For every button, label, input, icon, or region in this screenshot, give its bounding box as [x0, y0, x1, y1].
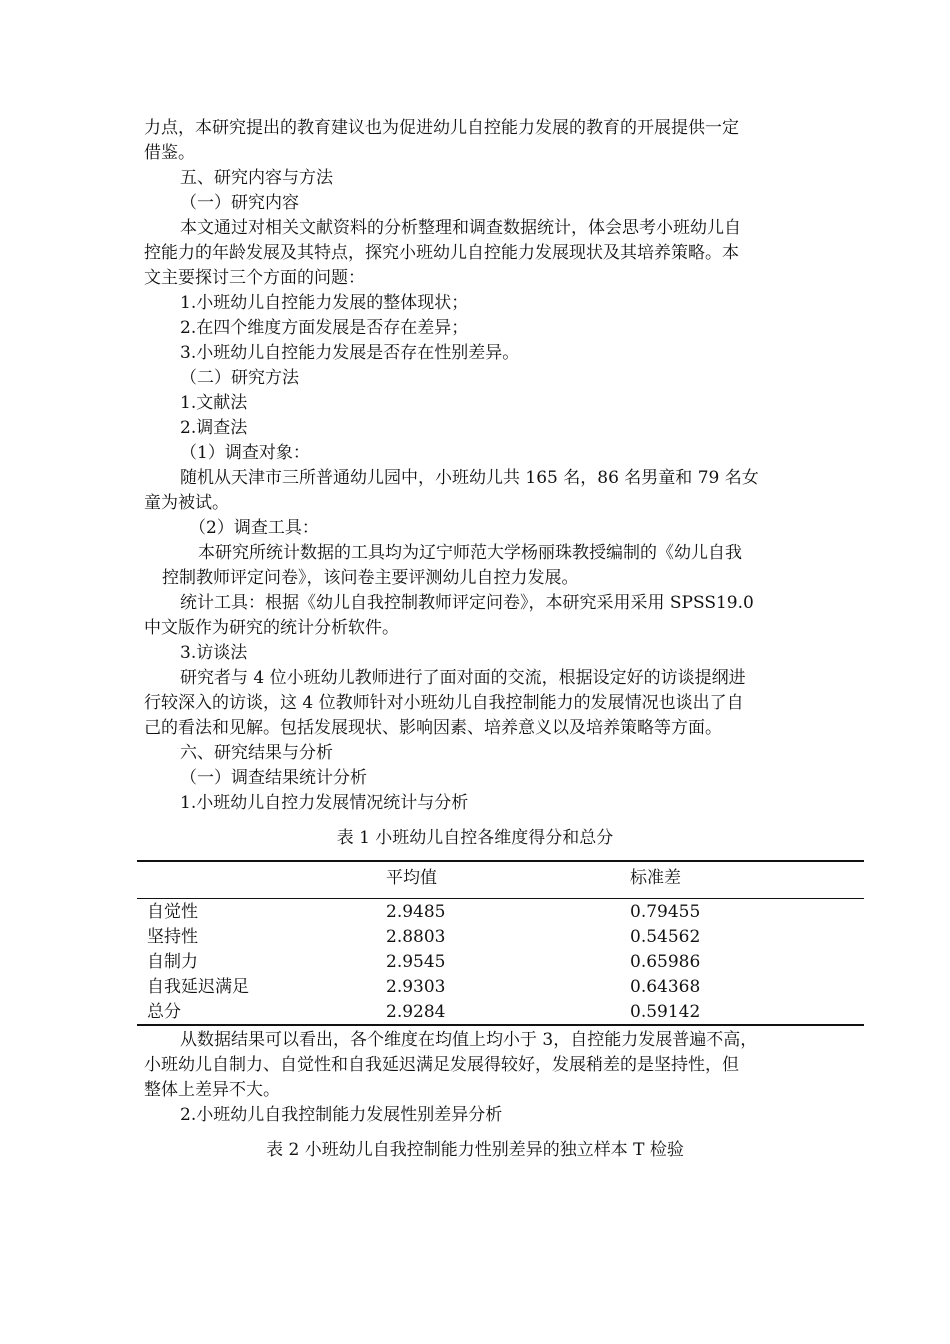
paragraph-line: 己的看法和见解。包括发展现状、影响因素、培养意义以及培养策略等方面。 — [144, 718, 722, 738]
table-header-rule — [137, 898, 864, 899]
table-cell: 自制力 — [147, 952, 198, 972]
paragraph-line: 中文版作为研究的统计分析软件。 — [144, 618, 399, 638]
paragraph-line: 随机从天津市三所普通幼儿园中，小班幼儿共 165 名，86 名男童和 79 名女 — [180, 468, 759, 488]
list-item: 3.访谈法 — [180, 643, 248, 663]
section-heading: 六、研究结果与分析 — [180, 743, 333, 763]
list-item: 2.调查法 — [180, 418, 248, 438]
subsection-heading: （一）调查结果统计分析 — [180, 768, 367, 788]
list-item: 2.在四个维度方面发展是否存在差异； — [180, 318, 469, 338]
table-top-rule — [137, 860, 864, 862]
table-cell: 总分 — [147, 1002, 181, 1022]
paragraph-line: 统计工具：根据《幼儿自我控制教师评定问卷》，本研究采用采用 SPSS19.0 — [180, 593, 754, 613]
table-header-mean: 平均值 — [386, 868, 437, 888]
table-header-sd: 标准差 — [630, 868, 681, 888]
table-cell: 自觉性 — [147, 902, 198, 922]
section-heading: 五、研究内容与方法 — [180, 168, 333, 188]
table-caption: 表 1 小班幼儿自控各维度得分和总分 — [336, 828, 614, 848]
table-cell: 2.9303 — [386, 977, 446, 997]
list-item: 1.小班幼儿自控能力发展的整体现状； — [180, 293, 469, 313]
paragraph-line: 研究者与 4 位小班幼儿教师进行了面对面的交流，根据设定好的访谈提纲进 — [180, 668, 746, 688]
list-item: 2.小班幼儿自我控制能力发展性别差异分析 — [180, 1105, 503, 1125]
paragraph-line: 控能力的年龄发展及其特点，探究小班幼儿自控能力发展现状及其培养策略。本 — [144, 243, 739, 263]
sub-item-heading: （2）调查工具： — [189, 518, 319, 538]
table-cell: 2.9284 — [386, 1002, 446, 1022]
table-cell: 2.9485 — [386, 902, 446, 922]
table-cell: 0.64368 — [630, 977, 701, 997]
table-cell: 0.79455 — [630, 902, 701, 922]
paragraph-line: 力点，本研究提出的教育建议也为促进幼儿自控能力发展的教育的开展提供一定 — [144, 118, 739, 138]
table-cell: 坚持性 — [147, 927, 198, 947]
paragraph-line: 童为被试。 — [144, 493, 229, 513]
subsection-heading: （一）研究内容 — [180, 193, 299, 213]
paragraph-line: 文主要探讨三个方面的问题： — [144, 268, 365, 288]
table-cell: 0.59142 — [630, 1002, 701, 1022]
paragraph-line: 借鉴。 — [144, 143, 195, 163]
table-bottom-rule — [137, 1024, 864, 1026]
table-cell: 2.9545 — [386, 952, 446, 972]
list-item: 1.小班幼儿自控力发展情况统计与分析 — [180, 793, 469, 813]
sub-item-heading: （1）调查对象： — [180, 443, 310, 463]
table-caption: 表 2 小班幼儿自我控制能力性别差异的独立样本 T 检验 — [266, 1140, 684, 1160]
list-item: 1.文献法 — [180, 393, 248, 413]
paragraph-line: 行较深入的访谈，这 4 位教师针对小班幼儿自我控制能力的发展情况也谈出了自 — [144, 693, 744, 713]
paragraph-line: 控制教师评定问卷》，该问卷主要评测幼儿自控力发展。 — [162, 568, 579, 588]
subsection-heading: （二）研究方法 — [180, 368, 299, 388]
paragraph-line: 整体上差异不大。 — [144, 1080, 280, 1100]
table-cell: 0.54562 — [630, 927, 701, 947]
paragraph-line: 本研究所统计数据的工具均为辽宁师范大学杨丽珠教授编制的《幼儿自我 — [198, 543, 742, 563]
table-cell: 2.8803 — [386, 927, 446, 947]
paragraph-line: 本文通过对相关文献资料的分析整理和调查数据统计，体会思考小班幼儿自 — [180, 218, 741, 238]
list-item: 3.小班幼儿自控能力发展是否存在性别差异。 — [180, 343, 520, 363]
paragraph-line: 小班幼儿自制力、自觉性和自我延迟满足发展得较好，发展稍差的是坚持性，但 — [144, 1055, 739, 1075]
paragraph-line: 从数据结果可以看出，各个维度在均值上均小于 3，自控能力发展普遍不高， — [180, 1030, 758, 1050]
table-cell: 0.65986 — [630, 952, 701, 972]
table-cell: 自我延迟满足 — [147, 977, 249, 997]
